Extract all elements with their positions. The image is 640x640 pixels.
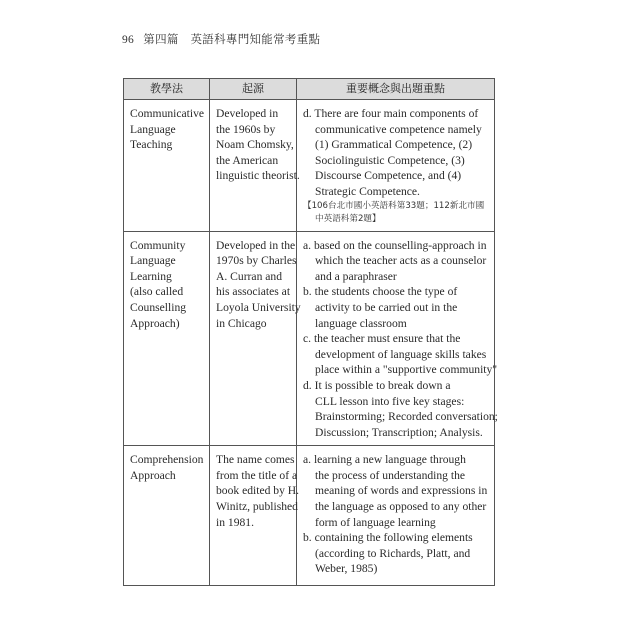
- key-point-line: a. learning a new language through: [303, 453, 466, 467]
- key-point-line: meaning of words and expressions in: [315, 484, 488, 498]
- key-point-line: (according to Richards, Platt, and: [315, 546, 471, 560]
- origin-text: Noam Chomsky,: [216, 138, 294, 152]
- method-text: Approach: [130, 468, 176, 482]
- key-point-line: activity to be carried out in the: [315, 300, 458, 314]
- origin-text: Winitz, published: [216, 500, 298, 514]
- method-text: (also called: [130, 285, 184, 299]
- method-text: Language: [130, 254, 176, 268]
- key-point-line: language classroom: [315, 316, 407, 330]
- key-point-line: the language as opposed to any other: [315, 500, 487, 514]
- key-point-line: Weber, 1985): [315, 562, 378, 576]
- key-point-item: [303, 378, 498, 440]
- key-point-line: Discussion; Transcription; Analysis.: [315, 425, 483, 439]
- origin-text: 1970s by Charles: [216, 254, 297, 268]
- origin-text: the 1960s by: [216, 122, 276, 136]
- method-text: Language: [130, 122, 176, 136]
- table-row: [124, 446, 495, 586]
- method-text: Counselling: [130, 300, 187, 314]
- method-text: Comprehension: [130, 453, 204, 467]
- origin-text: Developed in the: [216, 238, 296, 252]
- origin-text: linguistic theorist.: [216, 169, 300, 183]
- column-header-key-points: 重要概念與出題重點: [297, 79, 495, 100]
- method-cell: [124, 231, 210, 446]
- method-text: Community: [130, 238, 186, 252]
- method-cell: [124, 446, 210, 586]
- key-point-item: [303, 331, 498, 378]
- origin-text: in 1981.: [216, 515, 255, 529]
- key-point-line: Sociolinguistic Competence, (3): [315, 153, 465, 167]
- page-header: [122, 31, 320, 47]
- key-point-item: [303, 452, 490, 530]
- origin-cell: [210, 100, 300, 232]
- key-point-item: [303, 530, 490, 577]
- origin-text: the American: [216, 153, 279, 167]
- origin-text: The name comes: [216, 453, 295, 467]
- origin-text: Loyola University: [216, 300, 301, 314]
- key-point-line: place within a "supportive community": [315, 363, 498, 377]
- key-point-line: d. It is possible to break down a: [303, 378, 451, 392]
- origin-text: his associates at: [216, 285, 291, 299]
- key-point-item: [303, 284, 490, 331]
- teaching-methods-table: [123, 78, 498, 586]
- key-point-line: (1) Grammatical Competence, (2): [315, 138, 473, 152]
- key-point-line: d. There are four main components of: [303, 107, 479, 120]
- method-text: Teaching: [130, 138, 173, 152]
- column-header-origin: 起源: [210, 79, 297, 100]
- key-points-cell: [297, 231, 498, 446]
- key-point-line: b. containing the following elements: [303, 531, 473, 545]
- key-point-line: development of language skills takes: [315, 347, 487, 361]
- origin-cell: [210, 231, 301, 446]
- key-points-cell: [297, 446, 495, 586]
- origin-cell: [210, 446, 300, 586]
- key-point-line: the process of understanding the: [315, 468, 466, 482]
- exam-reference-note: 中英語科第2題】: [315, 213, 381, 224]
- origin-text: from the title of a: [216, 468, 298, 482]
- key-point-line: Discourse Competence, and (4): [315, 169, 462, 183]
- key-point-line: Strategic Competence.: [315, 184, 420, 198]
- key-point-line: b. the students choose the type of: [303, 285, 458, 299]
- table-row: [124, 100, 495, 232]
- key-point-item: [303, 238, 490, 285]
- exam-reference-note: 【106台北市國小英語科第33題；112新北市國: [303, 200, 485, 211]
- origin-text: Developed in: [216, 107, 279, 120]
- origin-text: book edited by H.: [216, 484, 300, 498]
- key-point-item: [303, 106, 490, 200]
- origin-text: in Chicago: [216, 316, 267, 330]
- key-point-line: which the teacher acts as a counselor: [315, 254, 487, 268]
- page-number: 96: [122, 34, 135, 46]
- method-text: Communicative: [130, 107, 205, 120]
- table-header-row: [124, 79, 495, 100]
- method-text: Approach): [130, 316, 180, 330]
- page-section-title: 第四篇 英語科專門知能常考重點: [143, 34, 321, 46]
- key-point-line: c. the teacher must ensure that the: [303, 332, 461, 346]
- method-text: Learning: [130, 269, 172, 283]
- origin-text: A. Curran and: [216, 269, 283, 283]
- key-point-line: and a paraphraser: [315, 269, 397, 283]
- key-point-line: a. based on the counselling-approach in: [303, 238, 487, 252]
- key-point-line: form of language learning: [315, 515, 436, 529]
- key-point-line: communicative competence namely: [315, 122, 482, 136]
- column-header-method: 教學法: [124, 79, 210, 100]
- key-point-line: CLL lesson into five key stages:: [315, 394, 465, 408]
- key-point-line: Brainstorming; Recorded conversation;: [315, 410, 498, 424]
- method-cell: [124, 100, 210, 232]
- table-row: [124, 231, 495, 446]
- key-points-cell: [297, 100, 495, 232]
